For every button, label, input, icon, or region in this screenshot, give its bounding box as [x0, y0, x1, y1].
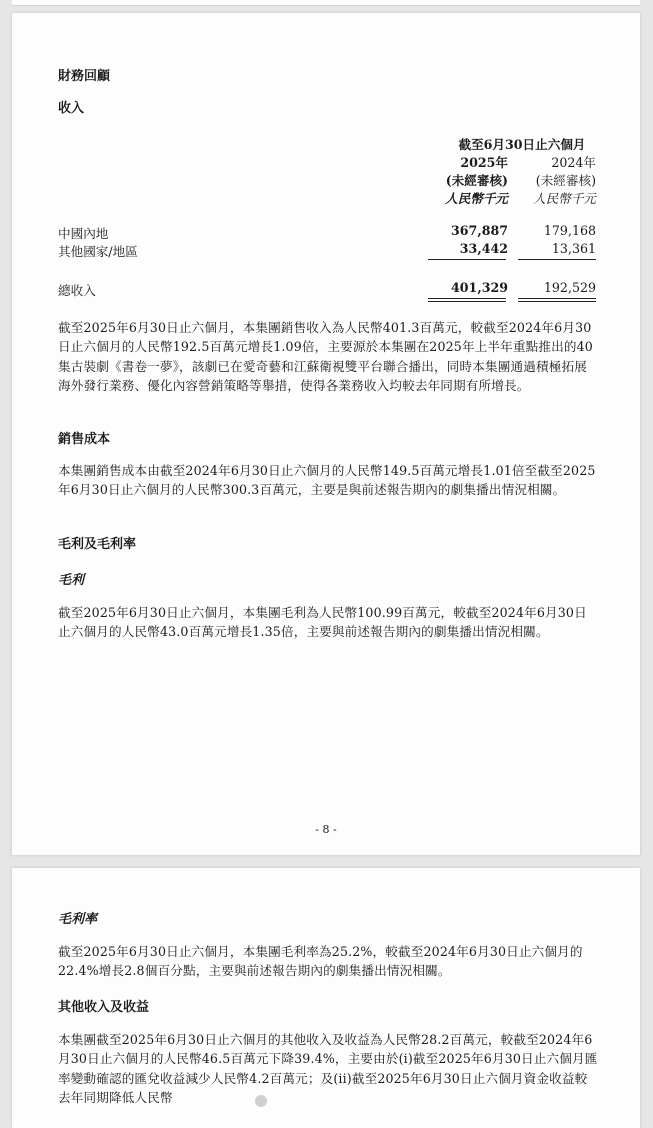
previous-page-edge [12, 0, 640, 6]
col-2025-audit: (未經審核) [445, 173, 508, 188]
total-rule-2025-top [428, 298, 506, 299]
document-page-8 [12, 13, 640, 855]
col-2024-year: 2024年 [551, 155, 596, 170]
total-rule-2025-bottom [428, 301, 506, 302]
total-value-2024: 192,529 [543, 280, 596, 295]
row-label-other-regions: 其他國家/地區 [58, 244, 138, 259]
row-label-mainland: 中國內地 [58, 226, 109, 241]
total-rule-2024-bottom [518, 301, 596, 302]
cost-of-sales-paragraph: 本集團銷售成本由截至2024年6月30日止六個月的人民幣149.5百萬元增長1.01倍至截至2025年6月30日止六個月的人民幣300.3百萬元，主要是與前述報告期內的劇集播出情況相關。 [58, 463, 596, 498]
row-value-2025-other-regions: 33,442 [459, 241, 508, 256]
document-page-9 [12, 868, 640, 1128]
revenue-heading: 收入 [58, 101, 85, 116]
cost-of-sales-heading: 銷售成本 [58, 432, 111, 447]
col-2025-unit: 人民幣千元 [445, 191, 508, 206]
other-income-heading: 其他收入及收益 [58, 1000, 150, 1015]
row-value-2025-mainland: 367,887 [451, 223, 508, 238]
gross-profit-heading: 毛利及毛利率 [58, 537, 137, 552]
gross-profit-margin-subheading: 毛利率 [58, 912, 98, 927]
watermark [255, 1093, 385, 1109]
watermark-logo-icon [255, 1095, 267, 1107]
total-value-2025: 401,329 [451, 280, 508, 295]
other-income-paragraph: 本集團截至2025年6月30日止六個月的其他收入及收益為人民幣28.2百萬元，較截至2024年6月30日止六個月的人民幣46.5百萬元下降39.4%，主要由於(i)截至2025年6月30日止六個月匯率變動確認的匯兌收益減少人民幣4.2百萬元；及(ii)截至2025年6月30日止六個月資金收益較去年同期降低人民幣 [58, 1032, 598, 1105]
section-title: 財務回顧 [58, 69, 111, 84]
total-label: 總收入 [58, 283, 96, 298]
col-2024-unit: 人民幣千元 [533, 191, 596, 206]
revenue-paragraph: 截至2025年6月30日止六個月，本集團銷售收入為人民幣401.3百萬元，較截至2024年6月30日止六個月的人民幣192.5百萬元增長1.09倍，主要源於本集團在2025年上半年重點推出的40集古裝劇《書卷一夢》，該劇已在愛奇藝和江蘇衛視雙平台聯合播出，同時本集團通過積極拓展海外發行業務、優化內容營銷策略等舉措，使得各業務收入均較去年同期有所增長。 [58, 320, 593, 393]
gross-profit-subheading: 毛利 [58, 573, 85, 588]
col-2025-year: 2025年 [460, 155, 508, 170]
subtotal-rule-2025 [428, 259, 506, 260]
table-period-header: 截至6月30日止六個月 [458, 137, 586, 152]
total-rule-2024-top [518, 298, 596, 299]
gross-profit-paragraph: 截至2025年6月30日止六個月，本集團毛利為人民幣100.99百萬元，較截至2024年6月30日止六個月的人民幣43.0百萬元增長1.35倍，主要與前述報告期內的劇集播出情況相關。 [58, 605, 587, 640]
subtotal-rule-2024 [518, 259, 596, 260]
page-number: - 8 - [315, 823, 337, 836]
row-value-2024-other-regions: 13,361 [551, 241, 596, 256]
col-2024-audit: (未經審核) [535, 173, 596, 188]
row-value-2024-mainland: 179,168 [543, 223, 596, 238]
gross-profit-margin-paragraph: 截至2025年6月30日止六個月，本集團毛利率為25.2%，較截至2024年6月30日止六個月的22.4%增長2.8個百分點，主要與前述報告期內的劇集播出情況相關。 [58, 944, 583, 979]
